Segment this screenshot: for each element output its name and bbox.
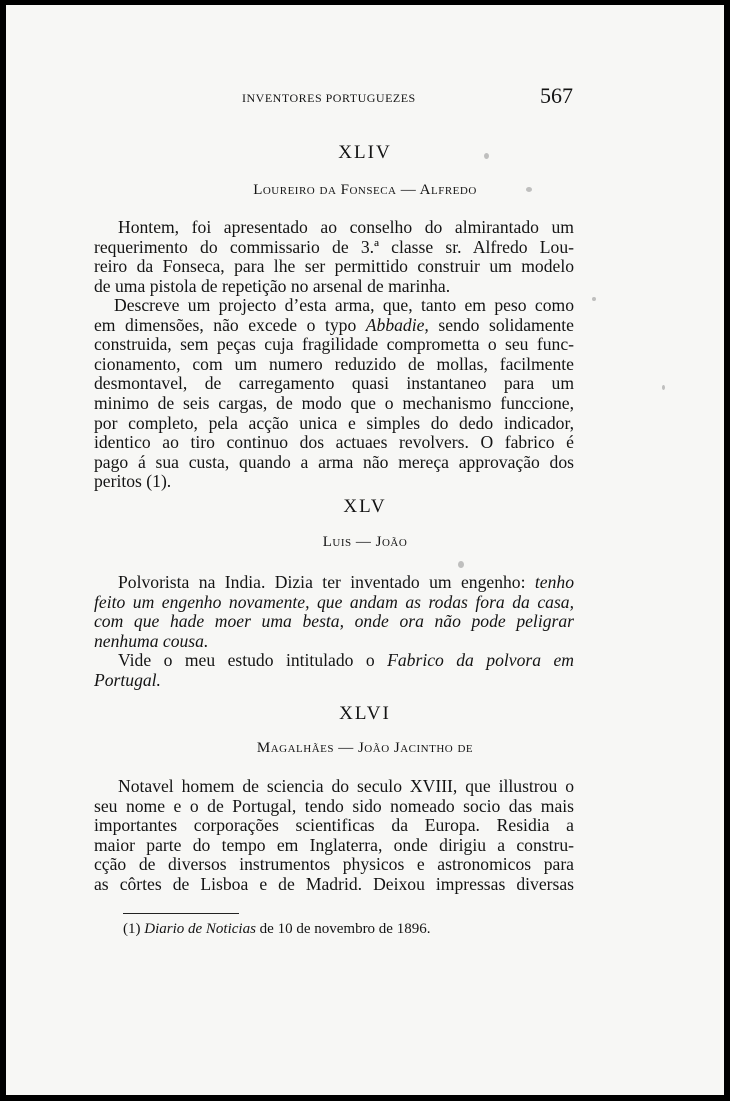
paragraph xyxy=(94,777,574,895)
paragraph xyxy=(94,218,574,296)
text-line: Descreve um projecto d’esta arma, que, tanto em peso como xyxy=(114,295,574,315)
footnote xyxy=(123,921,430,938)
text-line: cionamento, com um numero reduzido de mollas, facilmente xyxy=(94,353,574,374)
text-line: construida, sem peças cuja fragilidade comprometta o seu func- xyxy=(94,334,574,355)
scan-speck xyxy=(526,187,532,192)
text-line: cção de diversos instrumentos physicos e astronomicos para xyxy=(94,854,574,875)
text-line: com que hade moer uma besta, onde ora não pode peligrar xyxy=(94,611,574,632)
text-line: requerimento do commissario de 3.ª classe sr. Alfredo Lou- xyxy=(94,236,574,257)
text-line: nenhuma cousa. xyxy=(94,630,209,651)
text-line: feito um engenho novamente, que andam as rodas fora da casa, xyxy=(94,591,574,612)
text-line: Polvorista na India. Dizia ter inventado um engenho: tenho xyxy=(118,572,574,592)
text-line: de uma pistola de repetição no arsenal de marinha. xyxy=(94,275,451,296)
section-number-xlv: XLV xyxy=(343,496,387,517)
text-line: identico ao tiro continuo dos actuaes revolvers. O fabrico é xyxy=(94,432,574,453)
text-line: Hontem, foi apresentado ao conselho do almirantado um xyxy=(118,217,574,237)
text-line: importantes corporações scientificas da Europa. Residia a xyxy=(94,815,574,836)
entry-name-loureiro: Loureiro da Fonseca — Alfredo xyxy=(253,182,477,198)
book-page xyxy=(6,5,724,1095)
footnote-text: de 10 de novembro de 1896. xyxy=(259,921,431,937)
text-line: reiro da Fonseca, para lhe ser permittido construir um modelo xyxy=(94,256,574,277)
running-head-title: INVENTORES PORTUGUEZES xyxy=(242,91,416,105)
text-line: por completo, pela acção unica e simples do dedo indicador, xyxy=(94,412,574,433)
text-line: Notavel homem de sciencia do seculo XVIII, que illustrou o xyxy=(118,776,574,796)
text-line: maior parte do tempo em Inglaterra, onde dirigiu a constru- xyxy=(94,834,574,855)
text-line: peritos (1). xyxy=(94,471,172,492)
text-line: as côrtes de Lisboa e de Madrid. Deixou impressas diversas xyxy=(94,873,574,894)
paragraph xyxy=(94,573,574,651)
text-line: Portugal. xyxy=(94,669,161,690)
scan-speck xyxy=(592,297,596,301)
paragraph xyxy=(94,296,574,492)
section-number-xliv: XLIV xyxy=(338,142,392,163)
entry-name-magalhaes: Magalhães — João Jacintho de xyxy=(256,740,474,756)
text-line: em dimensões, não excede o typo Abbadie, sendo solidamente xyxy=(94,314,574,335)
text-line: minimo de seis cargas, de modo que o mechanismo funccione, xyxy=(94,392,574,413)
text-line: Vide o meu estudo intitulado o Fabrico da polvora em xyxy=(118,650,575,670)
text-line: desmontavel, de carregamento quasi instantaneo para um xyxy=(94,373,574,394)
scan-speck xyxy=(662,385,665,390)
text-line: seu nome e o de Portugal, tendo sido nomeado socio das mais xyxy=(94,795,574,816)
footnote-marker: (1) xyxy=(123,921,141,937)
italic-term: Abbadie, xyxy=(365,314,429,335)
page-number: 567 xyxy=(540,83,573,108)
text-line: pago á sua custa, quando a arma não mereça approvação dos xyxy=(94,451,574,472)
footnote-source: Diario de Noticias xyxy=(144,921,256,937)
footnote-rule xyxy=(123,913,239,914)
scan-speck xyxy=(484,153,489,159)
entry-name-luis: Luis — João xyxy=(322,534,408,550)
paragraph xyxy=(94,651,574,690)
section-number-xlvi: XLVI xyxy=(339,703,391,724)
scan-speck xyxy=(458,561,464,568)
